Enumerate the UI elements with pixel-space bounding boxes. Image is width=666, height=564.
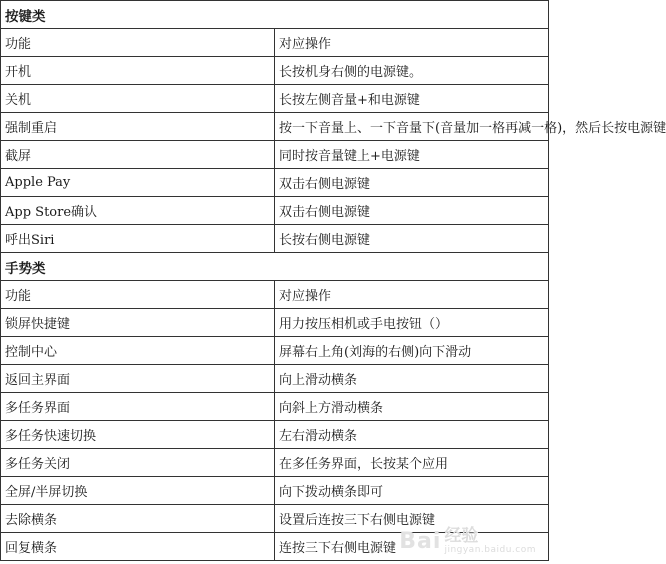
function-cell: 多任务快速切换 [1, 421, 275, 449]
table-row [1, 477, 549, 505]
table-row [1, 421, 549, 449]
operation-cell: 向下拨动横条即可 [275, 477, 549, 505]
function-cell: 多任务界面 [1, 393, 275, 421]
column-header-function: 功能 [1, 29, 275, 57]
operation-cell: 按一下音量上、一下音量下(音量加一格再减一格)，然后长按电源键 [275, 113, 549, 141]
table-row [1, 393, 549, 421]
table-row [1, 309, 549, 337]
function-cell: 截屏 [1, 141, 275, 169]
section-header-row [1, 253, 549, 281]
function-cell: 全屏/半屏切换 [1, 477, 275, 505]
watermark-cn: 经验 [444, 526, 479, 547]
operation-cell: 长按右侧电源键 [275, 225, 549, 253]
column-header-function: 功能 [1, 281, 275, 309]
column-header-row [1, 281, 549, 309]
watermark-en: jingyan.baidu.com [444, 545, 536, 556]
function-cell: 呼出Siri [1, 225, 275, 253]
column-header-operation: 对应操作 [275, 281, 549, 309]
table-row [1, 197, 549, 225]
operation-cell: 向斜上方滑动横条 [275, 393, 549, 421]
function-cell: App Store确认 [1, 197, 275, 225]
table-row [1, 85, 549, 113]
table-row [1, 449, 549, 477]
function-cell: 强制重启 [1, 113, 275, 141]
operation-cell: 同时按音量键上+电源键 [275, 141, 549, 169]
operation-cell: 向上滑动横条 [275, 365, 549, 393]
function-cell: 锁屏快捷键 [1, 309, 275, 337]
operation-cell: 在多任务界面，长按某个应用 [275, 449, 549, 477]
section-title: 手势类 [1, 253, 549, 281]
function-cell: 多任务关闭 [1, 449, 275, 477]
function-cell: Apple Pay [1, 169, 275, 197]
operation-cell: 连按三下右侧电源键 [275, 533, 549, 561]
operation-cell: 双击右侧电源键 [275, 169, 549, 197]
function-cell: 回复横条 [1, 533, 275, 561]
table-row [1, 505, 549, 533]
function-cell: 开机 [1, 57, 275, 85]
operation-cell: 用力按压相机或手电按钮（） [275, 309, 549, 337]
column-header-operation: 对应操作 [275, 29, 549, 57]
column-header-row [1, 29, 549, 57]
table-row [1, 57, 549, 85]
table-row [1, 337, 549, 365]
function-cell: 返回主界面 [1, 365, 275, 393]
section-header-row [1, 1, 549, 29]
operation-cell: 长按机身右侧的电源键。 [275, 57, 549, 85]
function-cell: 关机 [1, 85, 275, 113]
operation-cell: 屏幕右上角(刘海的右侧)向下滑动 [275, 337, 549, 365]
function-cell: 去除横条 [1, 505, 275, 533]
table-row [1, 365, 549, 393]
operation-cell: 长按左侧音量+和电源键 [275, 85, 549, 113]
section-title: 按键类 [1, 1, 549, 29]
watermark-logo: Bai [399, 529, 442, 555]
table-row [1, 141, 549, 169]
shortcut-table-body [1, 1, 666, 561]
operation-cell: 双击右侧电源键 [275, 197, 549, 225]
table-row [1, 533, 549, 561]
operation-cell: 设置后连按三下右侧电源键 [275, 505, 549, 533]
operation-cell: 左右滑动横条 [275, 421, 549, 449]
function-cell: 控制中心 [1, 337, 275, 365]
table-row [1, 169, 549, 197]
table-row [1, 113, 549, 141]
table-row [1, 225, 549, 253]
